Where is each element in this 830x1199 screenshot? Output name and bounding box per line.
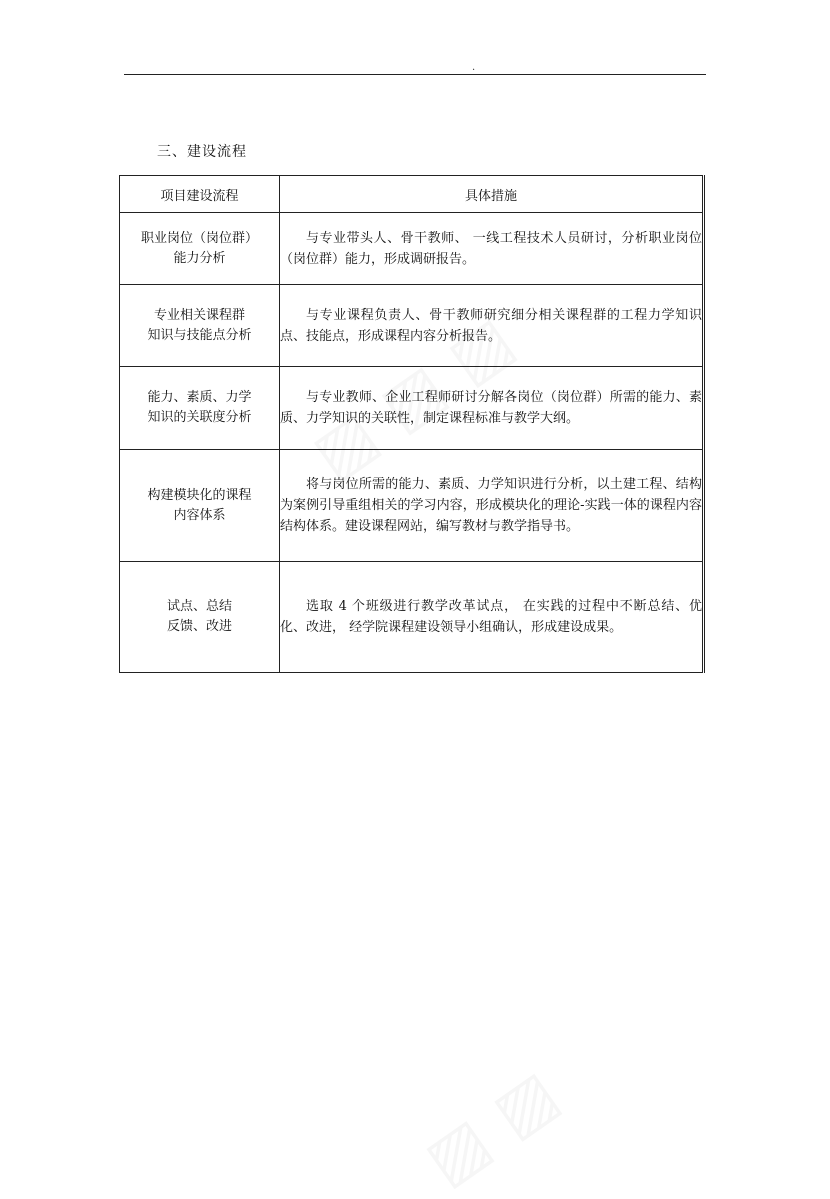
table-row [120,562,704,673]
table-row [120,285,704,367]
section-title: 三、建设流程 [157,144,247,160]
column-header-stage: 项目建设流程 [120,176,280,213]
table-header-row [120,176,704,213]
measure-text: 与专业带头人、骨干教师、 一线工程技术人员研讨，分析职业岗位（岗位群）能力，形成调研报告。 [280,230,702,267]
table-row [120,450,704,562]
stage-line: 知识与技能点分析 [147,327,252,343]
column-header-measure: 具体措施 [280,176,704,213]
stage-line: 构建模块化的课程 [147,487,252,503]
measure-text: 将与岗位所需的能力、素质、力学知识进行分析，以土建工程、结构为案例引导重组相关的学习内容，形成模块化的理论-实践一体的课程内容结构体系。建设课程网站，编写教材与教学指导书。 [280,477,702,534]
measure-text: 与专业课程负责人、骨干教师研究细分相关课程群的工程力学知识点、技能点，形成课程内容分析报告。 [280,307,702,344]
stage-line: 专业相关课程群 [153,307,245,323]
stage-line: 内容体系 [173,507,226,523]
measure-cell [280,285,704,367]
measure-cell [280,562,704,673]
stage-cell [120,367,280,450]
stage-line: 知识的关联度分析 [147,410,252,425]
measure-text: 与专业教师、企业工程师研讨分解各岗位（岗位群）所需的能力、素质、力学知识的关联性，制定课程标准与教学大纲。 [280,390,702,426]
stage-line: 职业岗位（岗位群） [140,230,258,246]
measure-text: 选取 4 个班级进行教学改革试点， 在实践的过程中不断总结、优化、改进， 经学院课程建设领导小组确认，形成建设成果。 [280,599,702,635]
table-row [120,213,704,285]
measure-cell [280,450,704,562]
table-row [120,367,704,450]
stage-line: 反馈、改进 [166,619,232,634]
stage-line: 能力、素质、力学 [147,390,252,405]
stage-cell [120,450,280,562]
measure-cell [280,367,704,450]
stage-cell [120,562,280,673]
header-mark: . [472,62,476,73]
watermark [411,1056,571,1199]
stage-cell [120,213,280,285]
stage-cell [120,285,280,367]
header-rule [124,74,706,75]
stage-line: 能力分析 [173,250,226,266]
measure-cell [280,213,704,285]
stage-line: 试点、总结 [166,599,232,614]
construction-process-table [119,175,705,673]
